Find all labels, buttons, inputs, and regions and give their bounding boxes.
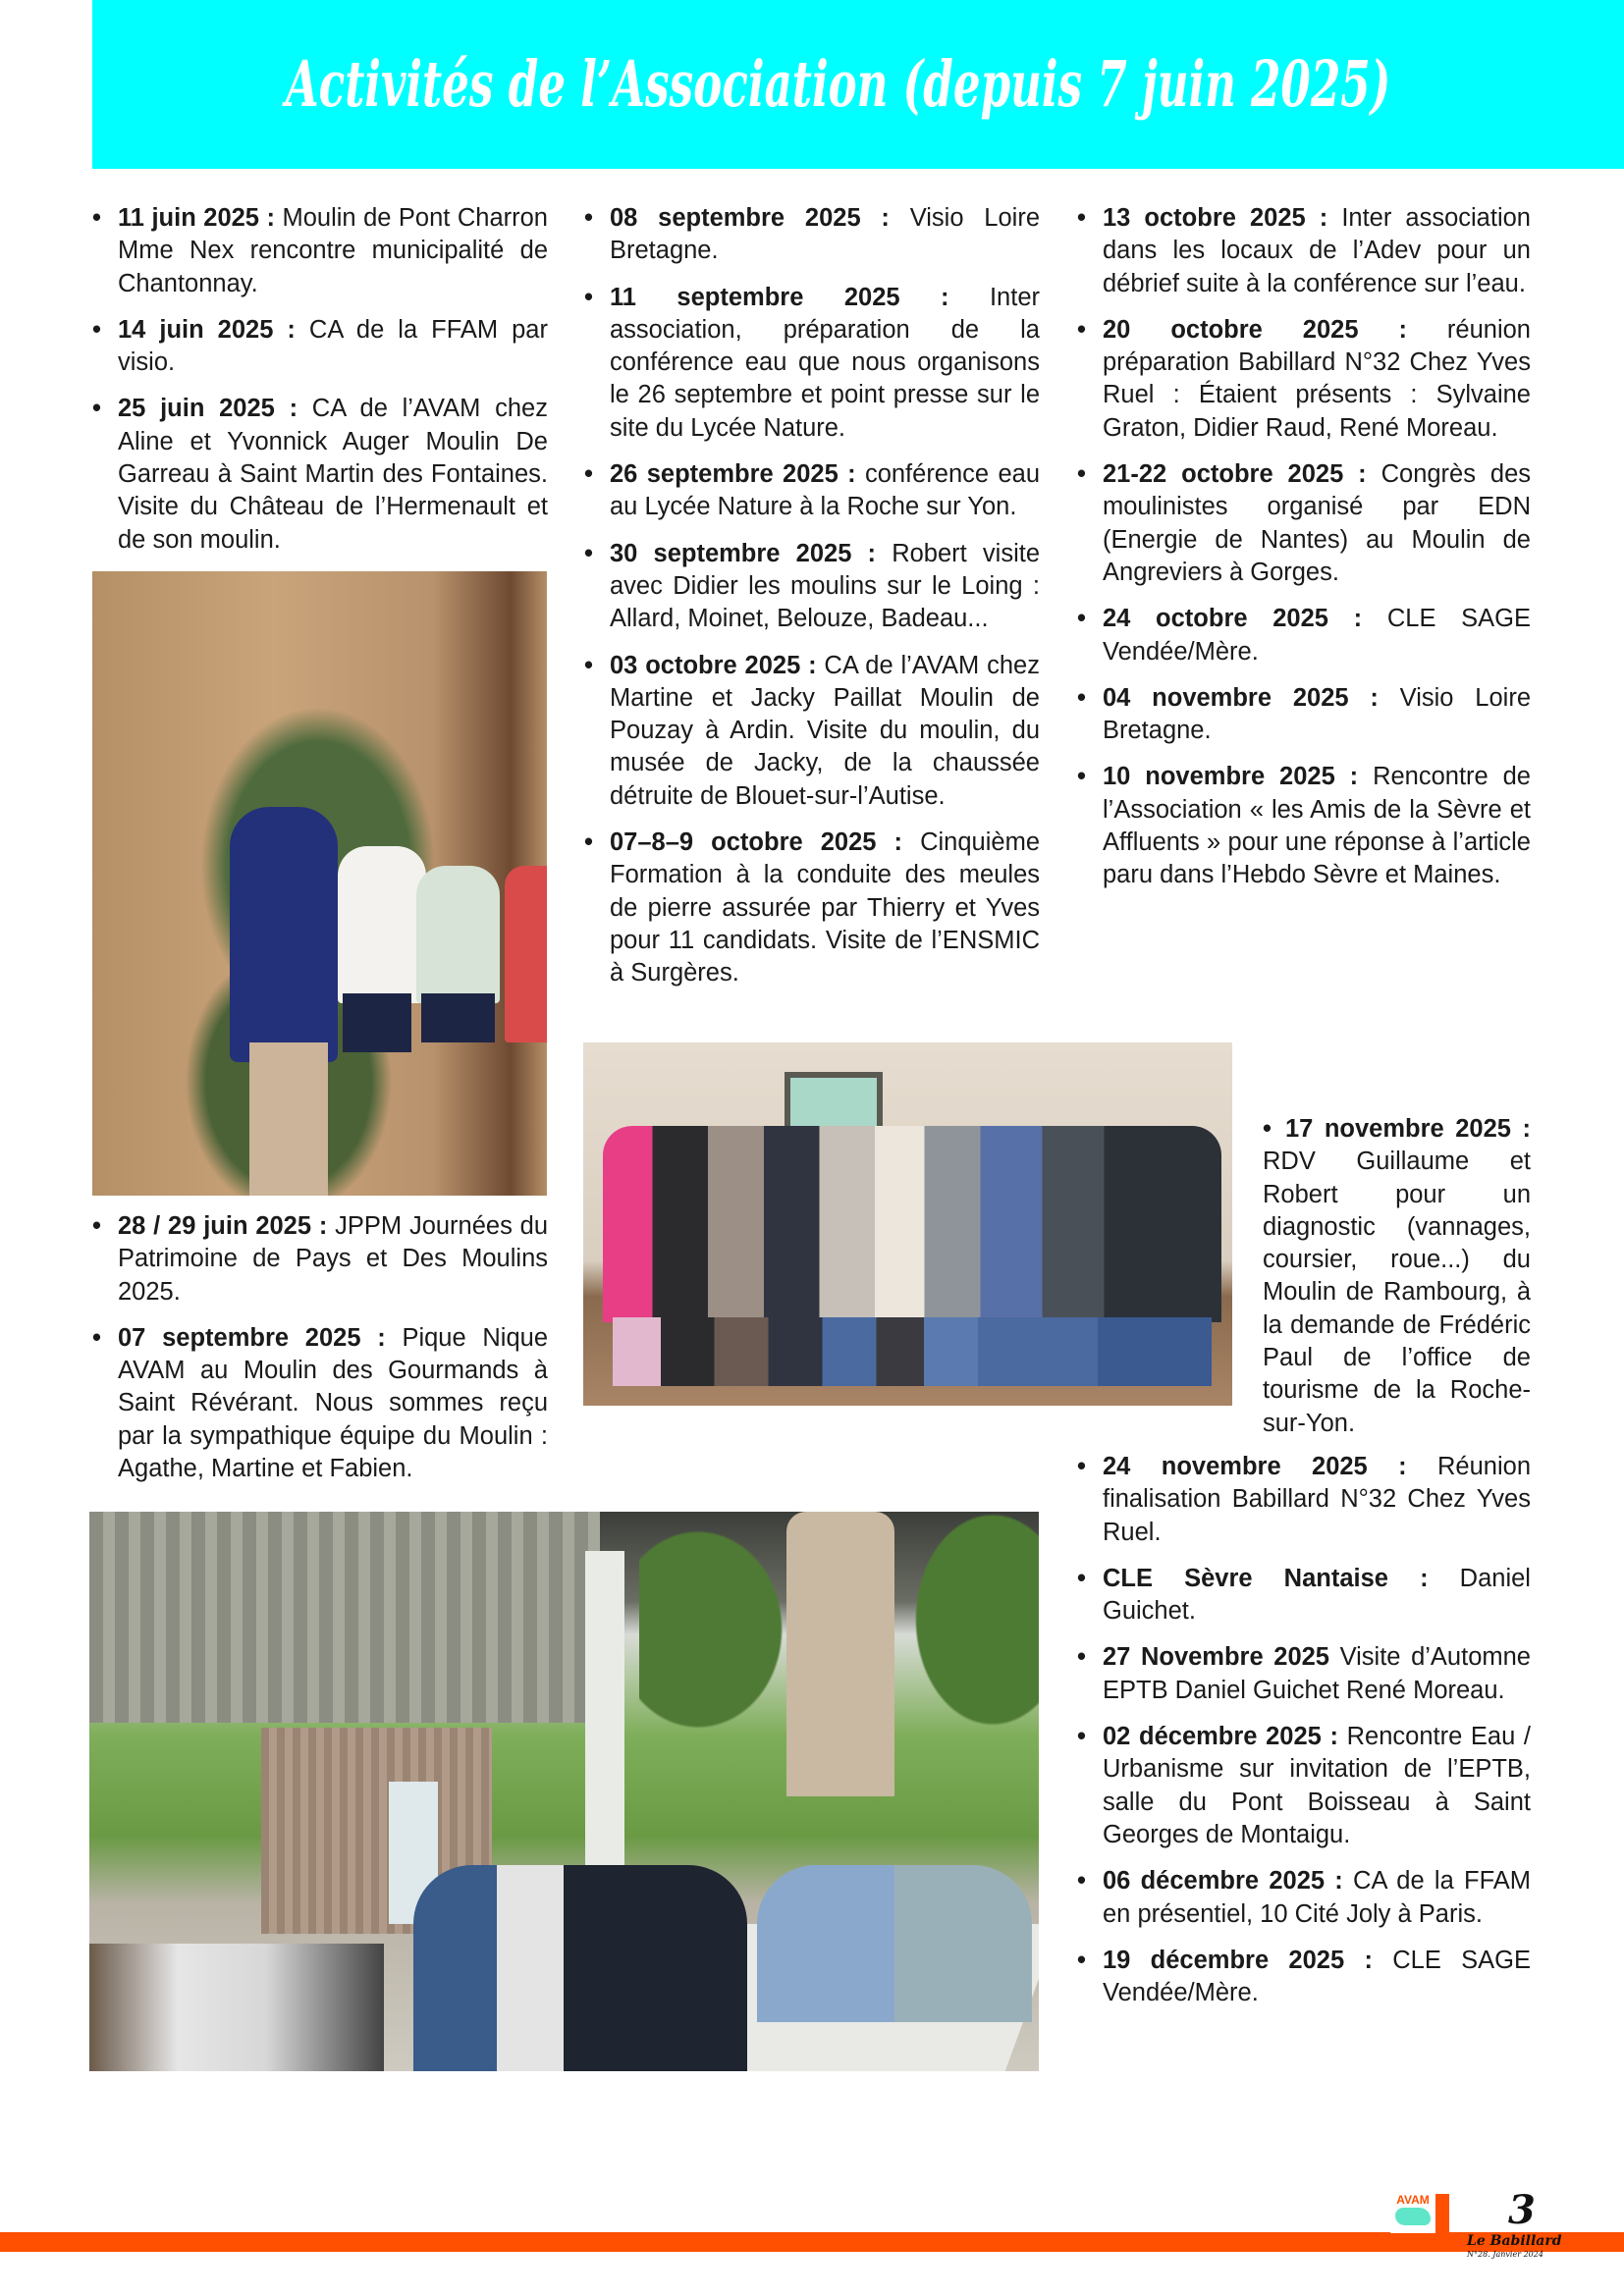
activity-item [1077,1945,1531,2010]
photo-shelter-roof [89,1512,600,1723]
activity-item [1077,603,1531,668]
activity-date: 24 octobre 2025 : [1103,605,1363,633]
activity-date: 24 novembre 2025 : [1103,1453,1407,1480]
activity-item [584,538,1040,636]
activity-item [1077,314,1531,445]
activity-text: CLE SAGE Vendée/Mère. [1103,1946,1531,2007]
activity-list [92,1210,548,1485]
activity-text: Daniel Guichet. [1103,1564,1531,1626]
activity-item [92,1322,548,1485]
activity-text: Robert visite avec Didier les moulins sur le Loing : Allard, Moinet, Belouze, Badeau... [610,539,1041,633]
activity-text: Moulin de Pont Charron Mme Nex rencontre municipalité de Chantonnay. [118,204,548,297]
column-2 [584,202,1040,1004]
activity-item [1077,1865,1531,1931]
activity-item [92,202,548,300]
activity-text: Rencontre Eau / Urbanisme sur invitation de l’EPTB, salle du Pont Boisseau à Saint Georges de Montaigu. [1103,1723,1531,1848]
activity-item [584,282,1040,445]
activity-text: réunion préparation Babillard N°32 Chez Yves Ruel : Étaient présents : Sylvaine Graton, Didier Raud, René Moreau. [1103,315,1531,442]
activity-item [1077,458,1531,589]
photo-person-white-shorts [343,993,411,1052]
activity-item [92,1210,548,1308]
activity-list [1077,202,1531,892]
activity-item [1077,761,1531,891]
page-title: Activités de l’Association (depuis 7 juin 2025) [286,47,1391,122]
activity-list [1263,1113,1531,1440]
photo-person-mint [416,866,500,1003]
activity-date: 03 octobre 2025 : [610,651,817,679]
activity-date: 02 décembre 2025 : [1103,1723,1338,1751]
photo-people-row [603,1126,1221,1322]
column-3-middle [1263,1113,1531,1454]
column-1-bottom [92,1210,548,1499]
photo-chateau-group [92,571,547,1196]
activity-date: 25 juin 2025 : [118,395,298,423]
activity-date: 08 septembre 2025 : [610,204,890,232]
activity-text: Inter association dans les locaux de l’Adev pour un débrief suite à la conférence sur l’eau. [1103,204,1531,297]
activity-date: 11 juin 2025 : [118,204,275,232]
activity-list [92,202,548,557]
activity-date: 19 décembre 2025 : [1103,1946,1373,1974]
photo-diners-right [757,1865,1032,2022]
photo-windmill [786,1512,894,1796]
activity-date: 17 novembre 2025 : [1284,1115,1531,1143]
photo-diners-center [413,1865,747,2071]
activity-item [584,650,1040,813]
photo-person-blue [230,807,338,1062]
activity-date: 06 décembre 2025 : [1103,1867,1343,1896]
activity-date: 14 juin 2025 : [118,315,296,344]
activity-date: 26 septembre 2025 : [610,460,856,489]
activity-list [1077,1451,1531,2009]
activity-item [584,458,1040,524]
activity-text: Pique Nique AVAM au Moulin des Gourmands à Saint Révérant. Nous sommes reçu par la sympathique équipe du Moulin : Agathe, Martine et Fabien. [118,1323,549,1483]
activity-date: 20 octobre 2025 : [1103,315,1407,344]
activity-item [1077,1641,1531,1707]
activity-text: Visite d’Automne EPTB Daniel Guichet René Moreau. [1103,1643,1531,1704]
activity-bullet: • [1263,1115,1272,1143]
activity-item [1077,682,1531,748]
page-number: 3 [1508,2187,1536,2233]
photo-person-mint-shorts [421,993,495,1042]
activity-text: Visio Loire Bretagne. [610,204,1041,265]
activity-text: RDV Guillaume et Robert pour un diagnostic (vannages, coursier, roue...) du Moulin de Rambourg, à la demande de Frédéric Paul de l’office de tourisme de la Roche-sur-Yon. [1263,1148,1531,1437]
activity-date: 21-22 octobre 2025 : [1103,460,1367,489]
activity-item [1077,1721,1531,1851]
photo-diners-left [89,1944,384,2071]
activity-item [584,202,1040,268]
activity-list [584,202,1040,990]
photo-picnic [89,1512,1039,2071]
activity-text: CLE SAGE Vendée/Mère. [1103,605,1531,666]
activity-item [584,827,1040,989]
footer-accent-bar [0,2232,1624,2252]
photo-person-white [338,846,426,1003]
photo-training-group [583,1042,1232,1406]
activity-text: Réunion finalisation Babillard N°32 Chez Yves Ruel. [1103,1453,1532,1546]
activity-item [1077,1451,1531,1549]
activity-date: 07–8–9 octobre 2025 : [610,828,903,857]
activity-text: CA de la FFAM par visio. [118,315,548,377]
photo-people-legs [613,1317,1212,1386]
activity-text: Inter association, préparation de la conférence eau que nous organisons le 26 septembre et point presse sur le site du Lycée Nature. [610,283,1040,442]
activity-text: CA de l’AVAM chez Aline et Yvonnick Auger Moulin De Garreau à Saint Martin des Fontaines. Visite du Château de l’Hermenault et de son moulin. [118,395,548,554]
activity-date: 28 / 29 juin 2025 : [118,1212,328,1240]
activity-text: JPPM Journées du Patrimoine de Pays et Des Moulins 2025. [118,1212,549,1306]
column-3-bottom [1077,1451,1531,2023]
activity-date: 27 Novembre 2025 [1103,1643,1329,1672]
activity-text: Rencontre de l’Association « les Amis de la Sèvre et Affluents » pour une réponse à l’article paru dans l’Hebdo Sèvre et Maines. [1103,763,1531,889]
activity-date: 10 novembre 2025 : [1103,763,1359,791]
photo-person-red [505,866,547,1042]
activity-date: 07 septembre 2025 : [118,1323,386,1352]
activity-date: 30 septembre 2025 : [610,539,877,567]
activity-text: Visio Loire Bretagne. [1103,683,1531,745]
activity-item [1077,1563,1531,1629]
activity-text: CA de l’AVAM chez Martine et Jacky Paillat Moulin de Pouzay à Ardin. Visite du moulin, du musée de Jacky, de la chaussée détruite de Blouet-sur-l’Autise. [610,651,1040,810]
column-1-top [92,202,548,570]
activity-text: Cinquième Formation à la conduite des meules de pierre assurée par Thierry et Yves pour 11 candidats. Visite de l’ENSMIC à Surgères. [610,828,1040,988]
activity-item [92,314,548,380]
column-3-top [1077,202,1531,906]
activity-text: conférence eau au Lycée Nature à la Roche sur Yon. [610,460,1040,521]
activity-item [92,393,548,556]
avam-logo [1390,2194,1435,2233]
logo-text: AVAM [1396,2193,1430,2207]
publication-issue: N°28. Janvier 2024 [1467,2250,1543,2259]
activity-date: CLE Sèvre Nantaise : [1103,1564,1429,1592]
windmill-map-icon [1395,2208,1431,2225]
header-band [92,0,1624,169]
activity-text: CA de la FFAM en présentiel, 10 Cité Joly à Paris. [1103,1867,1531,1928]
activity-date: 04 novembre 2025 : [1103,683,1379,712]
activity-date: 11 septembre 2025 : [610,283,949,311]
activity-item [1077,202,1531,300]
activity-text: Congrès des moulinistes organisé par EDN (Energie de Nantes) au Moulin de Angreviers à Gorges. [1103,460,1532,586]
activity-item [1263,1113,1531,1440]
activity-date: 13 octobre 2025 : [1103,204,1328,232]
publication-name: Le Babillard [1467,2233,1562,2249]
photo-person-blue-legs [249,1042,328,1196]
